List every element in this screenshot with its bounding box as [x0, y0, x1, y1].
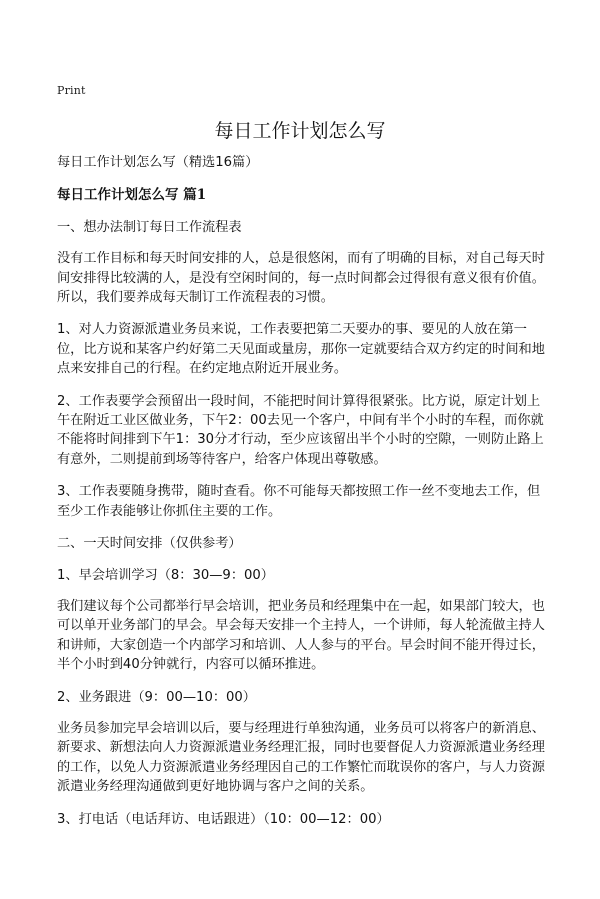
paragraph-5: 我们建议每个公司都举行早会培训，把业务员和经理集中在一起，如果部门较大，也可以单开业务部门的早会。早会每天安排一个主持人，一个讲师，每人轮流做主持人和讲师，大家创造一个内部学习和培训、人人参与的平台。早会时间不能开得过长，半个小时到40分钟就行，内容可以循环推进。 — [57, 598, 545, 673]
section-title: 每日工作计划怎么写 篇1 — [57, 187, 207, 204]
heading-2: 二、一天时间安排（仅供参考） — [57, 536, 242, 552]
document-subtitle: 每日工作计划怎么写（精选16篇） — [57, 155, 259, 170]
paragraph-3: 2、工作表要学会预留出一段时间，不能把时间计算得很紧张。比方说，原定计划上午在附近工业区做业务，下午2：00去见一个客户，中间有半个小时的车程，而你就不能将时间排到下午1：30分才行动，至少应该留出半个小时的空隙，一则防止路上有意外，二则提前到场等待客户，给客户体现出尊敬感。 — [57, 393, 544, 467]
heading-3: 1、早会培训学习（8：30—9：00） — [57, 567, 274, 583]
paragraph-2: 1、对人力资源派遣业务员来说，工作表要把第二天要办的事、要见的人放在第一位，比方说和某客户约好第二天见面或量房，那你一定就要结合双方约定的时间和地点来安排自己的行程。在约定地点附近开展业务。 — [57, 322, 545, 377]
heading-4: 2、业务跟进（9：00—10：00） — [57, 689, 256, 705]
paragraph-1: 没有工作目标和每天时间安排的人，总是很悠闲，而有了明确的目标，对自己每天时间安排得比较满的人，是没有空闲时间的，每一点时间都会过得很有意义很有价值。所以，我们要养成每天制订工作流程表的习惯。 — [57, 251, 545, 306]
document-title: 每日工作计划怎么写 — [214, 120, 386, 142]
document-body — [57, 153, 548, 841]
paragraph-6: 业务员参加完早会培训以后，要与经理进行单独沟通，业务员可以将客户的新消息、新要求、新想法向人力资源派遣业务经理汇报，同时也要督促人力资源派遣业务经理的工作，以免人力资源派遣业务经理因自己的工作繁忙而耽误你的客户，与人力资源派遣业务经理沟通做到更好地协调与客户之间的关系。 — [57, 720, 545, 795]
print-label: Print — [57, 84, 86, 97]
heading-5: 3、打电话（电话拜访、电话跟进）（10：00—12：00） — [57, 811, 390, 827]
paragraph-4: 3、工作表要随身携带，随时查看。你不可能每天都按照工作一丝不变地去工作，但至少工作表能够让你抓住主要的工作。 — [57, 484, 541, 519]
heading-1: 一、想办法制订每日工作流程表 — [57, 219, 242, 235]
